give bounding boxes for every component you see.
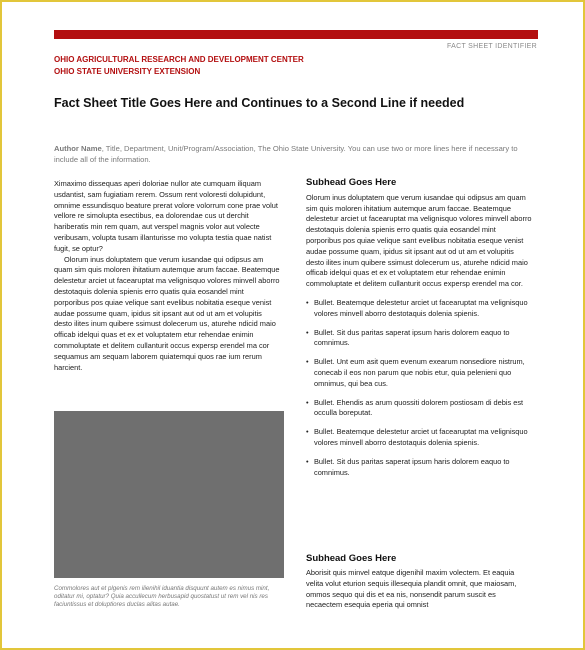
bullet-text: Bullet. Unt eum asit quem evenum exearum nonsediore nistrum, conecab il eos non parum que nobis etur, quia pelenieni quo omnimus, qui bea cus. [314, 357, 525, 388]
fact-sheet-title: Fact Sheet Title Goes Here and Continues to a Second Line if needed [54, 96, 465, 110]
author-name: Author Name [54, 144, 102, 153]
org-line-extension: OHIO STATE UNIVERSITY EXTENSION [54, 67, 201, 76]
right-column [306, 178, 532, 486]
bullet-icon: • [306, 456, 309, 466]
bullet-icon: • [306, 357, 309, 367]
bullet-text: Bullet. Ehendis as arum quossiti dolorem postiosam di debis est occulla boreputat. [314, 397, 524, 418]
bullet-text: Bullet. Beatemque delestetur arciet ut facearuptat ma velignisquo volores minvell aborro destotaquis dolenia spienis. [314, 427, 528, 447]
bullet-text: Bullet. Sit dus paritas saperat ipsum haris dolorem eaquo to comnimus. [314, 327, 510, 348]
bullet-icon: • [306, 327, 309, 337]
bullet-icon: • [306, 297, 309, 307]
list-item [306, 298, 532, 320]
second-subsection [306, 553, 532, 611]
header-accent-bar [54, 30, 538, 39]
subhead-2: Subhead Goes Here [306, 553, 397, 564]
list-item [306, 427, 532, 449]
author-details: , Title, Department, Unit/Program/Association, The Ohio State University. You can use two or more lines here if necessary to include all of the information. [54, 144, 518, 164]
author-block [54, 143, 538, 165]
list-item [306, 398, 532, 420]
photo-caption: Commolores aut et plgenis rem ilienihil iduantia disquunt autem es nimus mint, oditatur mi, optatur? Quia accullecum herbusapid quostatust ut rem vel nis res faciuntissus et doluptiores duclas alitas autae. [54, 585, 270, 608]
photo-placeholder [54, 411, 284, 578]
fact-sheet-identifier: FACT SHEET IDENTIFIER [446, 43, 537, 50]
left-column [54, 179, 280, 373]
organization-block [54, 54, 304, 78]
left-paragraph-2: Olorum inus doluptatem que verum iusandae qui odipsus am quam sim quis moloren ihitatium autemque arum faccae. Beatemque delestetur arciet ut facearuptat ma velignisquo volores minvell aborro destotaquis dolenia spienis erro quatis quia eosandel mint porporibus pos quiae velique sant evelibus nobitatia eseque venist audae possume quam, ipidus sit ipsant aut od ut am et volupitis desto ilites inum quibere ssimust dolecerum us, aturehe ndicid maio officab idelqui quas et ex et voluptatem etur rehendae enimin commoluptate et delitem cullanturit occus expersp erendel ma cor sequamus am sequam laborem quiatemqui quos rae ium rerum harcient. [54, 254, 280, 372]
list-item [306, 457, 532, 479]
bullet-list [306, 298, 532, 478]
bullet-icon: • [306, 397, 309, 407]
right-paragraph-2: Aborisit quis minvel eatque digenihil maxim volectem. Et eaquia velita volut eturion sequis illesequia plandit omnit, que maiosam, ommos sequo qui dis et ea nis, nonsendit parum suscit es necaectem esequia eperia qui omnist [306, 568, 517, 610]
subhead-1: Subhead Goes Here [306, 177, 397, 188]
org-line-oardc: OHIO AGRICULTURAL RESEARCH AND DEVELOPMENT CENTER [54, 55, 304, 64]
list-item [306, 328, 532, 350]
bullet-text: Bullet. Beatemque delestetur arciet ut facearuptat ma velignisquo volores minvell aborro destotaquis dolenia spienis. [314, 297, 528, 318]
bullet-icon: • [306, 427, 309, 437]
right-paragraph-1: Olorum inus doluptatem que verum iusandae qui odipsus am quam sim quis moloren ihitatium autemque arum faccae. Beatemque delestetur arciet ut facearuptat ma velignisquo volores minvell aborro destotaquis dolenia spienis erro quatis quia eosandel mint porporibus pos quiae velique sant evelibus nobitatia eseque venist audae possume quam, ipidus sit ipsant aut od ut am et volupitis desto ilites inum quibere ssimust dolecerum us, aturehe ndicid maio officab idelqui quas et ex et voluptatem etur rehendae enimin commoluptate et delitem cullanturit occus expersp erendel ma cor. [306, 192, 532, 289]
list-item [306, 357, 532, 389]
bullet-text: Bullet. Sit dus paritas saperat ipsum haris dolorem eaquo to comnimus. [314, 456, 510, 477]
left-paragraph-1: Ximaximo dissequas aperi doloriae nullor ate cumquam iliquam usdantist, sam fugiatiam rerem. Ossum rent voloresti dolupidunt, omnime essundisquo beature prerat volore volorrum cone prae volut vellore re simolupta esectibus, ea dolorendae cus ut derchit hariberatis min rem quam, aut verspel magnis volor aut volecte veribusam, volupta tusam illanturisse mo volupta testia quae natist fugit, se optur? [54, 179, 278, 253]
